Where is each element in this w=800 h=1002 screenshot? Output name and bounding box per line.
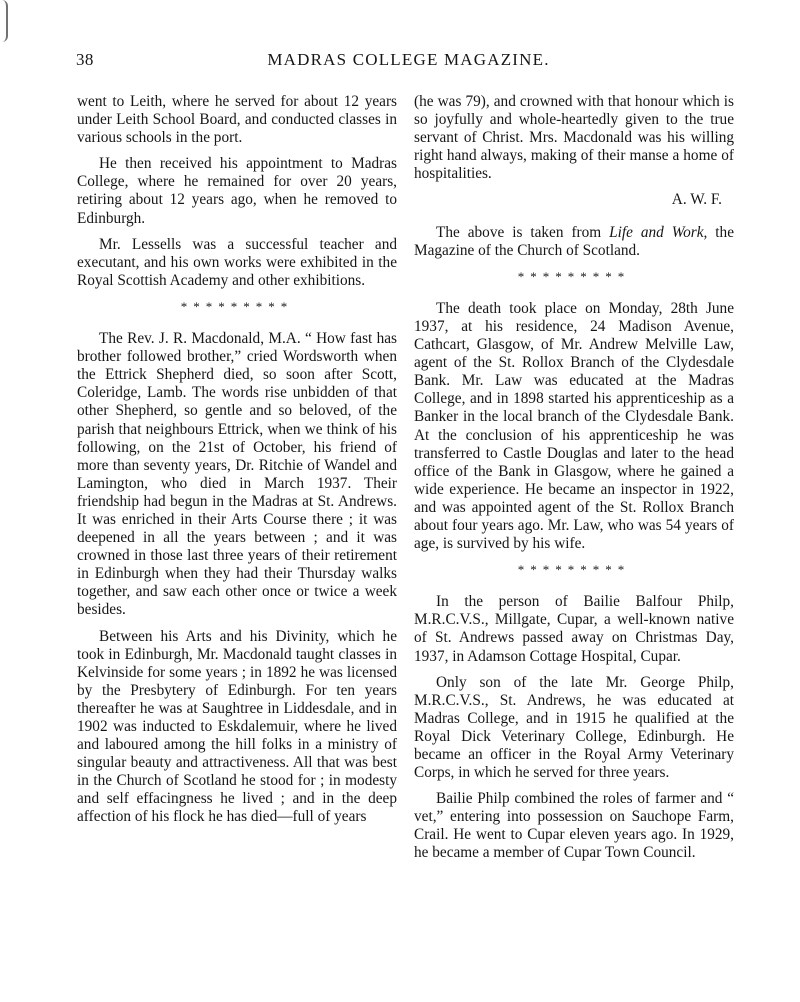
source-note-start: The above is taken from — [436, 223, 610, 241]
right-paragraph-5: Only son of the late Mr. George Philp, M.R.C.V.S., St. Andrews, he was educated at Madras College, and in 1915 he qualified at the Royal Dick Veterinary College, Edinburgh. He became an officer in the Royal Army Veterinary Corps, in which he served for three years. — [414, 673, 734, 782]
left-paragraph-4: The Rev. J. R. Macdonald, M.A. “ How fast has brother followed brother,” cried Wordsworth when the Ettrick Shepherd died, so soon after Scott, Coleridge, Lamb. The words rise unbidden of that other Shepherd, so gentle and so beloved, of the parish that neighbours Ettrick, when we think of his following, on the 21st of October, his friend of more than seventy years, Dr. Ritchie of Wandel and Lamington, who died in March 1937. Their friendship had begun in the Madras at St. Andrews. It was enriched in their Arts Course there ; it was deepened in all the years between ; and it was crowned in those last three years of their retirement in Edinburgh when they had their Thursday walks together, and saw each other once or twice a week besides. — [77, 330, 397, 619]
right-paragraph-3: The death took place on Monday, 28th June 1937, at his residence, 24 Madison Avenue, Cathcart, Glasgow, of Mr. Andrew Melville Law, agent of the St. Rollox Branch of the Clydesdale Bank. Mr. Law was educated at the Madras College, and in 1898 started his apprenticeship as a Banker in the local branch of the Clydesdale Bank. At the conclusion of his apprenticeship he was transferred to Castle Douglas and later to the head office of the Bank in Glasgow, where he gained a wide experience. He became an inspector in 1922, and was appointed agent of the St. Rollox Branch about four years ago. Mr. Law, who was 54 years of age, is survived by his wife. — [414, 299, 734, 553]
right-paragraph-4: In the person of Bailie Balfour Philp, M.R.C.V.S., Millgate, Cupar, a well-known native of St. Andrews passed away on Christmas Day, 1937, in Adamson Cottage Hospital, Cupar. — [414, 593, 734, 665]
right-column — [414, 93, 734, 871]
page-header — [76, 50, 741, 74]
source-publication-title: Life and Work, — [609, 223, 708, 241]
source-note-end: the Magazine of the Church of Scotland. — [414, 223, 734, 259]
left-paragraph-1: went to Leith, where he served for about 12 years under Leith School Board, and conducted classes in various schools in the port. — [77, 93, 397, 147]
left-paragraph-5: Between his Arts and his Divinity, which he took in Edinburgh, Mr. Macdonald taught classes in Kelvinside for some years ; in 1892 he was licensed by the Presbytery of Edinburgh. For ten years thereafter he was at Saughtree in Liddesdale, and in 1902 was inducted to Eskdalemuir, where he lived and laboured among the hill folks in a ministry of singular beauty and attractiveness. All that was best in the Church of Scotland he stood for ; in modesty and self effacingness he lived ; and in the deep affection of his flock he has died—full of years — [77, 627, 397, 826]
left-column — [77, 93, 397, 835]
section-divider: ********* — [517, 562, 631, 578]
section-divider: ********* — [180, 298, 294, 314]
left-paragraph-2: He then received his appointment to Madras College, where he remained for over 20 years, retiring about 12 years ago, when he removed to Edinburgh. — [77, 155, 397, 227]
page-number: 38 — [76, 50, 94, 69]
right-paragraph-2 — [414, 224, 734, 260]
left-paragraph-3: Mr. Lessells was a successful teacher and executant, and his own works were exhibited in the Royal Scottish Academy and other exhibitions. — [77, 235, 397, 289]
right-paragraph-6: Bailie Philp combined the roles of farmer and “ vet,” entering into possession on Sauchope Farm, Crail. He went to Cupar eleven years ago. In 1929, he became a member of Cupar Town Council. — [414, 790, 734, 862]
section-divider: ********* — [517, 268, 631, 284]
author-signature: A. W. F. — [671, 191, 722, 209]
right-paragraph-1: (he was 79), and crowned with that honour which is so joyfully and whole-heartedly given to the true servant of Christ. Mrs. Macdonald was his willing right hand always, making of their manse a home of hospitalities. — [414, 93, 734, 183]
page-edge-mark — [0, 0, 8, 42]
magazine-title: MADRAS COLLEGE MAGAZINE. — [267, 50, 550, 69]
